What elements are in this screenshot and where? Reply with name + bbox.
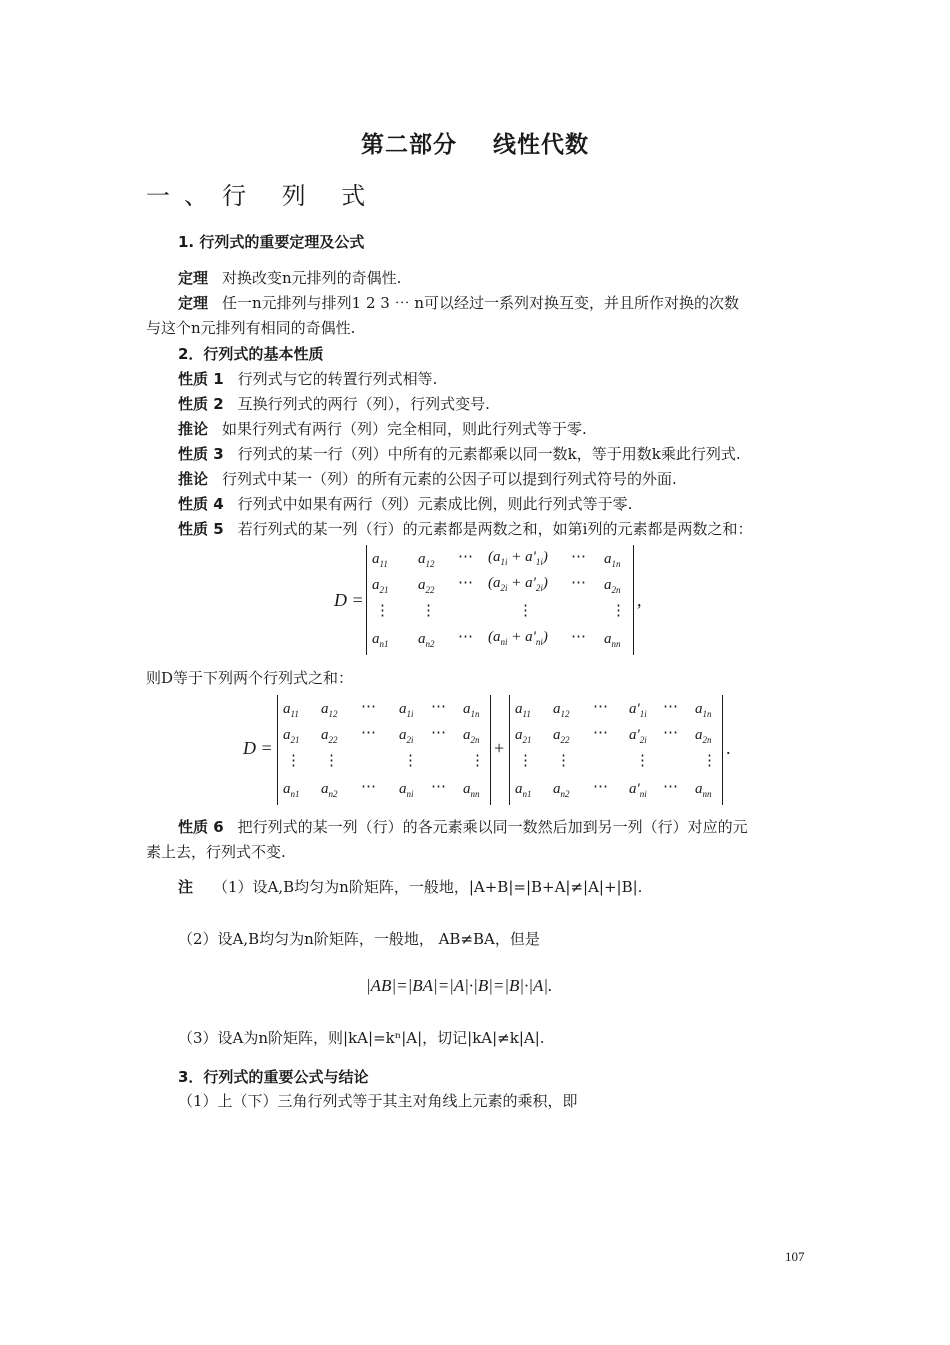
det-bar-right xyxy=(633,545,634,655)
title-part: 第二部分 xyxy=(361,132,457,158)
property-label: 性质 1 xyxy=(178,370,224,388)
corollary-label: 推论 xyxy=(178,420,209,438)
page-number: 107 xyxy=(785,1249,805,1264)
theorem-text: 任一n元排列与排列1 2 3 ⋯ n可以经过一系列对换互变，并且所作对换的次数 xyxy=(222,294,740,312)
determinant-left: $a_{11}$ $a_{12}$ ⋯ $a_{1i}$ ⋯ $a_{1n}$ $a_{21}$ $a_{22}$ ⋯ $a_{2i}$ ⋯ $a_{2n}$ ⋮ ⋮ ⋮ ⋮ $a_{n1}$ $a_{n2}$ ⋯ $a_{ni}$ ⋯ $a_{nn}$ xyxy=(277,695,491,805)
property-label: 性质 2 xyxy=(178,395,224,413)
property-6-cont: 素上去，行列式不变. xyxy=(146,843,286,861)
property-label: 性质 5 xyxy=(178,520,224,538)
note-1 xyxy=(178,876,642,897)
determinant-d: $a_{11}$ $a_{12}$ ⋯ $(a_{1i} + a'_{1i})$ ⋯ $a_{1n}$ $a_{21}$ $a_{22}$ ⋯ $(a_{2i} + a'_{2i})$ ⋯ $a_{2n}$ ⋮ ⋮ ⋮ ⋮ $a_{n1}$ $a_{n2}$ ⋯ $(a_{ni} + a'_{ni})$ ⋯ $a_{nn}$ xyxy=(366,545,634,655)
corollary-1 xyxy=(178,418,587,439)
property-text: 互换行列式的两行（列），行列式变号. xyxy=(237,395,490,413)
property-3 xyxy=(178,443,741,464)
theorem-2 xyxy=(178,292,739,313)
property-6 xyxy=(178,816,748,837)
comma: , xyxy=(637,590,642,610)
page-title xyxy=(0,126,950,159)
section-3-line: （1）上（下）三角行列式等于其主对角线上元素的乘积，即 xyxy=(178,1092,578,1110)
section-heading-1: 1. 行列式的重要定理及公式 xyxy=(178,233,365,251)
note-3: （3）设A为n阶矩阵，则|kA|=kⁿ|A|，切记|kA|≠k|A|. xyxy=(178,1029,545,1047)
plus-sign: + xyxy=(494,738,505,758)
note-2: （2）设A,B均匀为n阶矩阵，一般地， AB≠BA，但是 xyxy=(178,930,540,948)
property-label: 性质 3 xyxy=(178,445,224,463)
property-2 xyxy=(178,393,490,414)
determinant-right: $a_{11}$ $a_{12}$ ⋯ $a'_{1i}$ ⋯ $a_{1n}$ $a_{21}$ $a_{22}$ ⋯ $a'_{2i}$ ⋯ $a_{2n}$ ⋮ ⋮ ⋮ ⋮ $a_{n1}$ $a_{n2}$ ⋯ $a'_{ni}$ ⋯ $a_{nn}$ xyxy=(509,695,723,805)
period: . xyxy=(726,738,731,758)
property-text: 行列式与它的转置行列式相等. xyxy=(237,370,438,388)
corollary-text: 行列式中某一（列）的所有元素的公因子可以提到行列式符号的外面. xyxy=(222,470,677,488)
then-text: 则D等于下列两个行列式之和： xyxy=(146,669,354,687)
property-4 xyxy=(178,493,632,514)
property-text: 行列式中如果有两行（列）元素成比例，则此行列式等于零. xyxy=(237,495,633,513)
property-label: 性质 6 xyxy=(178,818,224,836)
note-1-text: （1）设A,B均匀为n阶矩阵，一般地，|A+B|=|B+A|≠|A|+|B|. xyxy=(213,878,643,896)
property-text: 把行列式的某一列（行）的各元素乘以同一数然后加到另一列（行）对应的元 xyxy=(237,818,748,836)
note-2-equation: |AB|=|BA|=|A|·|B|=|B|·|A|. xyxy=(366,976,553,995)
chapter-heading: 一、行 列 式 xyxy=(146,182,380,210)
theorem-1 xyxy=(178,267,401,288)
property-1 xyxy=(178,368,437,389)
property-5 xyxy=(178,518,752,539)
det-label-d2: D = xyxy=(243,738,273,758)
property-text: 行列式的某一行（列）中所有的元素都乘以同一数k，等于用数k乘此行列式. xyxy=(237,445,741,463)
det-bar-left xyxy=(366,545,367,655)
theorem-label: 定理 xyxy=(178,269,209,287)
corollary-2 xyxy=(178,468,677,489)
theorem-text: 对换改变n元排列的奇偶性. xyxy=(222,269,402,287)
section-heading-2: 2．行列式的基本性质 xyxy=(178,345,324,363)
note-label: 注 xyxy=(178,878,194,896)
theorem-2-cont: 与这个n元排列有相同的奇偶性. xyxy=(146,319,356,337)
property-label: 性质 4 xyxy=(178,495,224,513)
theorem-label: 定理 xyxy=(178,294,209,312)
corollary-label: 推论 xyxy=(178,470,209,488)
section-heading-3: 3．行列式的重要公式与结论 xyxy=(178,1068,369,1086)
corollary-text: 如果行列式有两行（列）完全相同，则此行列式等于零. xyxy=(222,420,587,438)
title-name: 线性代数 xyxy=(493,132,589,158)
det-label-d: D = xyxy=(334,590,364,610)
property-text: 若行列式的某一列（行）的元素都是两数之和，如第i列的元素都是两数之和： xyxy=(237,520,753,538)
